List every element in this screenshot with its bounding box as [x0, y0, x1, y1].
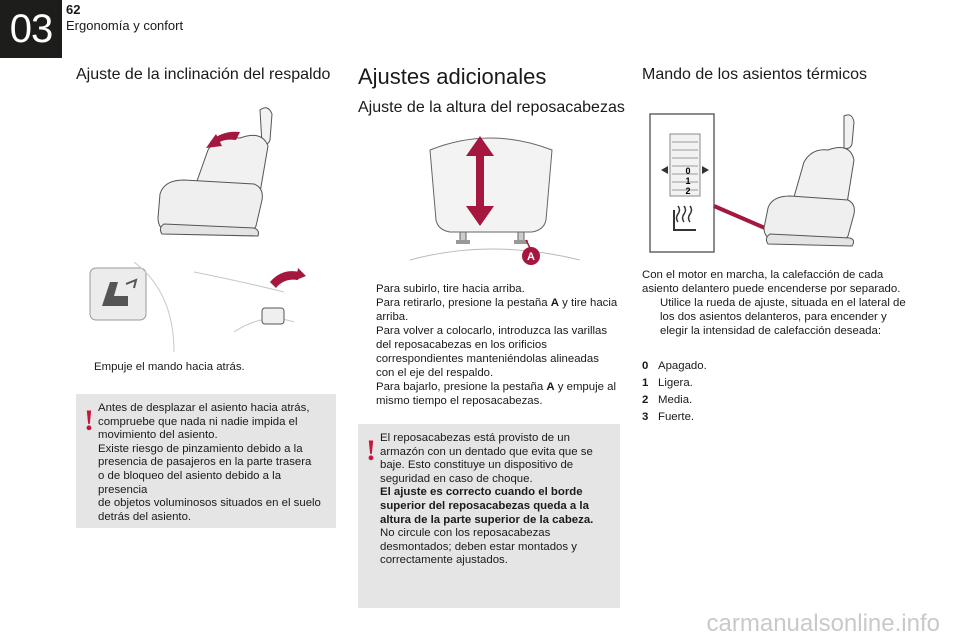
warning-icon: !	[84, 404, 94, 437]
dial-label-0: 0	[685, 166, 691, 176]
step-text: y tire hacia arriba.	[376, 297, 618, 323]
step-text: Para retirarlo, presione la pestaña	[376, 297, 551, 309]
step-text: Para bajarlo, presione la pestaña	[376, 381, 547, 393]
heat-level-label: Fuerte.	[658, 411, 695, 423]
heat-level-number: 2	[642, 394, 649, 406]
headrest-step-raise: Para subirlo, tire hacia arriba.	[376, 283, 525, 295]
seat-backrest-illustration	[140, 98, 290, 248]
heated-seat-control-illustration	[648, 110, 910, 258]
headrest-step-refit: Para volver a colocarlo, introduzca las varillas del reposacabezas en los orificios correspondientes manteniéndolas alineadas con el eje del respaldo.	[376, 325, 608, 379]
recline-warning-line: presencia de pasajeros en la parte trasera	[98, 456, 312, 469]
headrest-illustration	[410, 130, 580, 265]
dial-label-1: 1	[685, 176, 691, 186]
recline-warning-line: Antes de desplazar el asiento hacia atrás,	[98, 402, 310, 414]
additional-settings-heading: Ajustes adicionales	[358, 64, 547, 89]
recline-warning-box	[76, 394, 336, 528]
heat-level-item	[642, 358, 842, 375]
recline-warning-line: de objetos voluminosos situados en el suelo	[98, 497, 321, 510]
tab-reference: A	[546, 381, 555, 393]
recline-instruction: Empuje el mando hacia atrás.	[94, 361, 245, 373]
heat-level-number: 0	[642, 360, 649, 372]
recline-warning-line: o de bloqueo del asiento debido a la presencia	[98, 469, 282, 496]
heated-seats-instruction: Utilice la rueda de ajuste, situada en el lateral de los dos asientos delanteros, para encender y elegir la intensidad de calefacción deseada:	[660, 297, 906, 337]
heat-level-number: 3	[642, 411, 649, 423]
dial-label-2: 2	[685, 186, 691, 196]
recline-warning-line: compruebe que nada ni nadie impida el	[98, 415, 298, 428]
headrest-step-remove	[376, 297, 617, 323]
recline-warning-line: Existe riesgo de pinzamiento debido a la	[98, 442, 303, 455]
headrest-warning-bold: El ajuste es correcto cuando el borde superior del reposacabezas queda a la altura de la parte superior de la cabeza.	[380, 486, 594, 526]
recline-lever-illustration	[84, 262, 312, 352]
heated-seats-heading: Mando de los asientos térmicos	[642, 66, 867, 83]
heat-level-label: Apagado.	[658, 360, 707, 372]
heat-level-list	[642, 358, 842, 426]
tab-a-label: A	[527, 251, 535, 263]
recline-warning-line: detrás del asiento.	[98, 510, 192, 523]
heat-level-item	[642, 375, 842, 392]
backrest-angle-heading: Ajuste de la inclinación del respaldo	[76, 66, 331, 83]
heat-level-item	[642, 409, 842, 426]
heat-level-label: Media.	[658, 394, 693, 406]
heat-level-number: 1	[642, 377, 649, 389]
heat-level-item	[642, 392, 842, 409]
page-number: 62	[66, 2, 81, 17]
headrest-warning-box	[358, 424, 620, 608]
tab-reference: A	[550, 297, 559, 309]
step-text: y empuje al mismo tiempo el reposacabezas.	[376, 381, 616, 407]
heat-level-label: Ligera.	[658, 377, 693, 389]
chapter-number: 03	[0, 0, 62, 58]
headrest-warning-intro: El reposacabezas está provisto de un armazón con un dentado que evita que se baje. Esto constituye un dispositivo de seguridad en caso de choque.	[380, 432, 593, 485]
heated-seats-intro: Con el motor en marcha, la calefacción de cada asiento delantero puede encenderse por separado.	[642, 269, 901, 295]
headrest-step-lower	[376, 381, 616, 407]
warning-icon: !	[366, 434, 376, 467]
headrest-height-heading: Ajuste de la altura del reposacabezas	[358, 99, 625, 116]
watermark: carmanualsonline.info	[706, 610, 940, 637]
section-title: Ergonomía y confort	[66, 18, 184, 33]
headrest-warning-outro: No circule con los reposacabezas desmontados; deben estar montados y correctamente ajustados.	[380, 527, 577, 567]
recline-warning-line: movimiento del asiento.	[98, 429, 218, 442]
